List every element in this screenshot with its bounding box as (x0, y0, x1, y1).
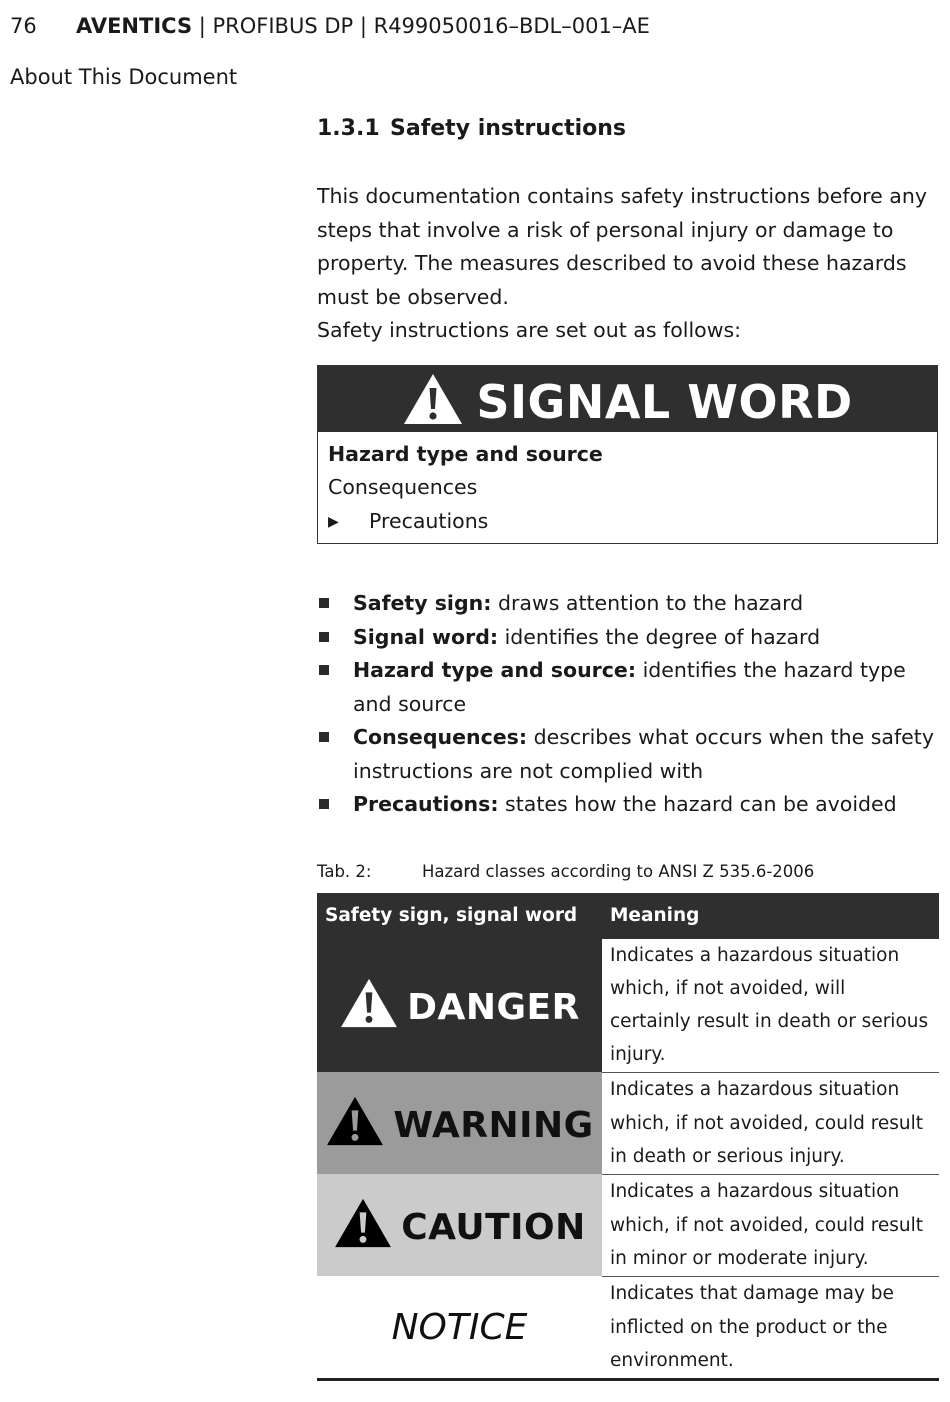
section-label: About This Document (10, 65, 238, 89)
signal-word-banner (318, 366, 937, 432)
section-number: 1.3.1 (317, 116, 380, 141)
consequences-label: Consequences (328, 475, 478, 499)
list-item-text: identifies the degree of hazard (498, 624, 821, 649)
bullet-square-icon (319, 632, 329, 642)
warning-triangle-icon (333, 1197, 393, 1249)
bullet-list (317, 587, 938, 822)
list-item-text: identifies the hazard type and source (353, 658, 906, 716)
hazard-type-label: Hazard type and source (328, 441, 603, 466)
caution-signal-word: CAUTION (401, 1206, 586, 1248)
notice-meaning: Indicates that damage may be inflicted on the product or the environment. (602, 1276, 939, 1380)
list-item-text: describes what occurs when the safety instructions are not complied with (353, 725, 934, 783)
signal-word-example-box (317, 365, 938, 545)
page-header (10, 12, 650, 40)
warning-sign-cell (317, 1072, 602, 1174)
bullet-square-icon (319, 598, 329, 608)
column-header-meaning: Meaning (602, 893, 939, 939)
warning-triangle-icon (339, 977, 399, 1029)
table-row-caution (317, 1174, 939, 1276)
danger-meaning: Indicates a hazardous situation which, if not avoided, will certainly result in death or serious injury. (602, 939, 939, 1073)
signal-box-body (318, 432, 937, 544)
caution-sign-cell (317, 1174, 602, 1276)
table-caption-text: Hazard classes according to ANSI Z 535.6-2006 (422, 861, 815, 881)
list-item (317, 788, 938, 822)
list-item (317, 587, 938, 621)
section-title: Safety instructions (390, 116, 626, 141)
main-content (317, 114, 938, 1381)
list-item-text: draws attention to the hazard (491, 591, 804, 615)
intro-paragraph: Safety instructions are set out as follows: (317, 318, 742, 342)
page-number: 76 (10, 14, 37, 38)
bullet-square-icon (319, 799, 329, 809)
list-item-term: Signal word: (353, 624, 499, 649)
warning-signal-word: WARNING (393, 1104, 594, 1146)
section-heading (317, 114, 938, 144)
list-item-term: Hazard type and source: (353, 658, 637, 682)
caution-meaning: Indicates a hazardous situation which, if not avoided, could result in minor or moderate injury. (602, 1174, 939, 1276)
table-row-notice (317, 1276, 939, 1380)
arrow-right-icon: ▶ (328, 513, 339, 530)
hazard-classes-table (317, 893, 939, 1382)
table-header-row (317, 893, 939, 939)
precautions-label: Precautions (369, 508, 489, 533)
danger-sign-cell (317, 939, 602, 1073)
list-item-term: Safety sign: (353, 591, 492, 615)
table-caption-label: Tab. 2: (317, 861, 372, 881)
brand-name: AVENTICS (76, 14, 193, 38)
list-item-term: Precautions: (353, 792, 499, 816)
list-item-text: states how the hazard can be avoided (498, 792, 897, 816)
list-item (317, 721, 938, 788)
list-item-term: Consequences: (353, 725, 528, 749)
warning-triangle-icon (325, 1095, 385, 1147)
table-caption (317, 860, 938, 884)
notice-signal-word: NOTICE (391, 1306, 528, 1348)
intro-text (317, 180, 938, 348)
bullet-square-icon (319, 665, 329, 675)
danger-signal-word: DANGER (407, 986, 580, 1028)
table-row-warning (317, 1072, 939, 1174)
table-row-danger (317, 939, 939, 1073)
list-item (317, 621, 938, 655)
list-item (317, 654, 938, 721)
signal-word: SIGNAL WORD (476, 374, 853, 429)
intro-paragraph: This documentation contains safety instructions before any steps that involve a risk of personal injury or damage to property. The measures described to avoid these hazards must be observed. (317, 184, 927, 309)
notice-sign-cell (317, 1276, 602, 1380)
bullet-square-icon (319, 732, 329, 742)
column-header-sign: Safety sign, signal word (317, 893, 602, 939)
warning-triangle-icon (402, 372, 464, 426)
precautions-line (328, 505, 927, 540)
document-id: | PROFIBUS DP | R499050016–BDL–001–AE (192, 14, 650, 38)
warning-meaning: Indicates a hazardous situation which, if not avoided, could result in death or serious injury. (602, 1072, 939, 1174)
